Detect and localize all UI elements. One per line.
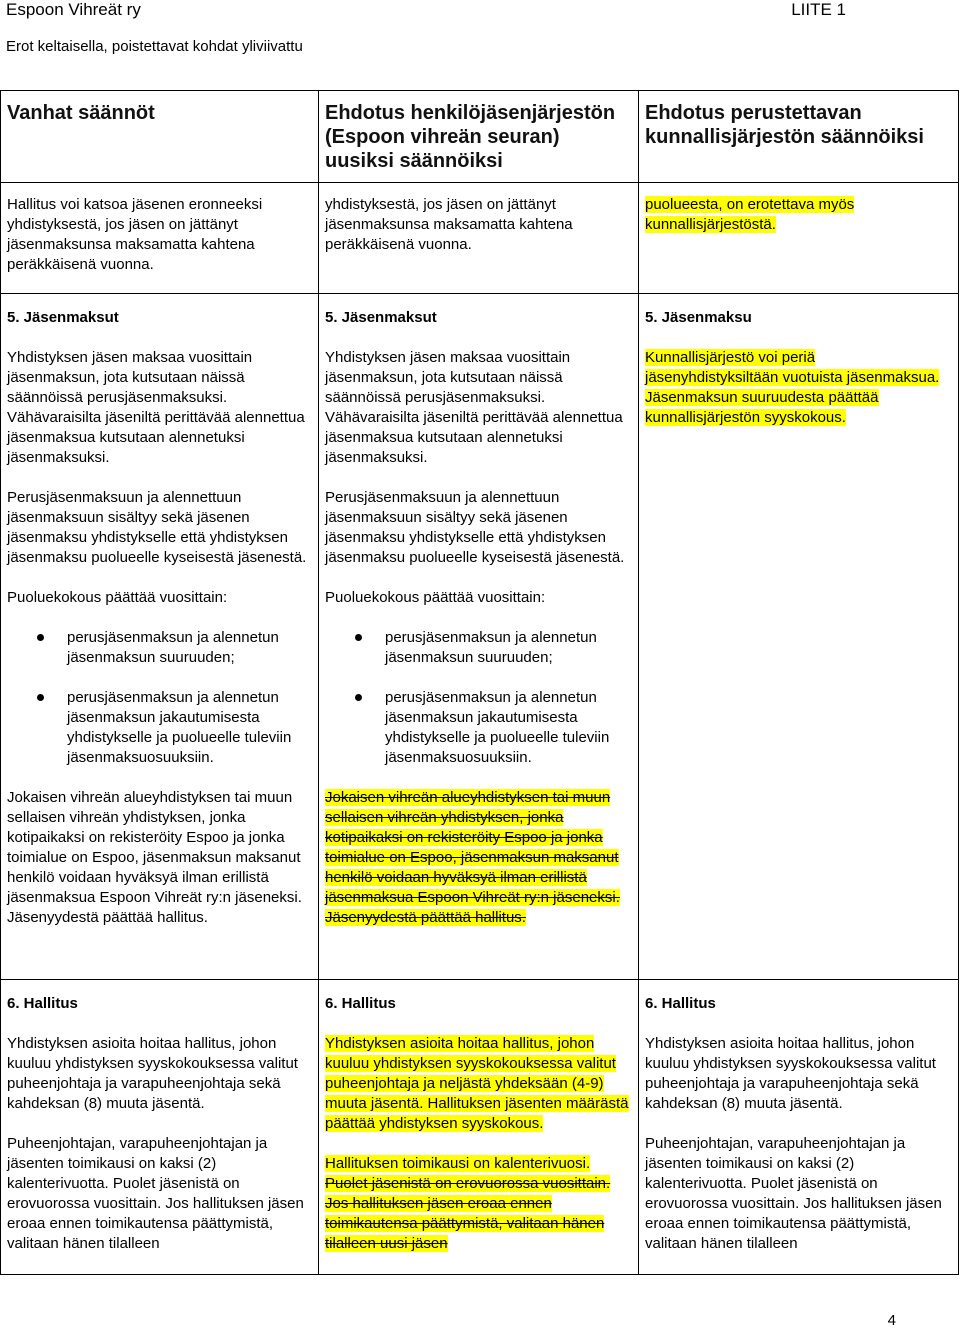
- column-header-municipal: Ehdotus perustettavan kunnallisjärjestön säännöiksi: [639, 91, 959, 183]
- paragraph: Yhdistyksen asioita hoitaa hallitus, johon kuuluu yhdistyksen syyskokouksessa valitut puheenjohtaja ja varapuheenjohtaja sekä kahdeksan (8) muuta jäsentä.: [7, 1035, 298, 1112]
- paragraph: Puheenjohtajan, varapuheenjohtajan ja jäsenten toimikausi on kaksi (2) kalenterivuotta. Puolet jäsenistä on erovuorossa vuosittain. Jos hallituksen jäsen eroaa ennen toimikautensa päättymistä, valitaan hänen tilalleen: [645, 1135, 942, 1252]
- paragraph: Puoluekokous päättää vuosittain:: [7, 589, 228, 606]
- comparison-table: [0, 90, 959, 1275]
- section-title: 5. Jäsenmaksut: [325, 309, 437, 326]
- list-item: perusjäsenmaksun ja alennetun jäsenmaksun jakautumisesta yhdistykselle ja puolueelle tuleviin jäsenmaksuosuuksiin.: [7, 688, 312, 768]
- table-row: [1, 183, 959, 294]
- table-row: [1, 980, 959, 1275]
- table-header-row: [1, 91, 959, 183]
- section-title: 5. Jäsenmaksu: [645, 309, 752, 326]
- paragraph: Yhdistyksen jäsen maksaa vuosittain jäsenmaksun, jota kutsutaan näissä säännöissä perusjäsenmaksuksi. Vähävaraisilta jäseniltä perittävää alennettua jäsenmaksua kutsutaan alennetuksi jäsenmaksuksi.: [7, 349, 305, 466]
- paragraph: Puheenjohtajan, varapuheenjohtajan ja jäsenten toimikausi on kaksi (2) kalenterivuotta. Puolet jäsenistä on erovuorossa vuosittain. Jos hallituksen jäsen eroaa ennen toimikautensa päättymistä, valitaan hänen tilalleen: [7, 1135, 304, 1252]
- municipal-continued-text: puolueesta, on erotettava myös kunnallisjärjestöstä.: [645, 196, 855, 233]
- document-subtitle: Erot keltaisella, poistettavat kohdat yliviivattu: [6, 38, 303, 55]
- attachment-label: LIITE 1: [791, 0, 846, 19]
- section-title: 6. Hallitus: [325, 995, 396, 1012]
- bullet-list: [7, 628, 312, 768]
- column-header-personal: Ehdotus henkilöjäsenjärjestön (Espoon vihreän seuran) uusiksi säännöiksi: [319, 91, 639, 183]
- paragraph: Yhdistyksen jäsen maksaa vuosittain jäsenmaksun, jota kutsutaan näissä säännöissä perusjäsenmaksuksi. Vähävaraisilta jäseniltä perittävää alennettua jäsenmaksua kutsutaan alennetuksi jäsenmaksuksi.: [325, 349, 623, 466]
- list-item: perusjäsenmaksun ja alennetun jäsenmaksun suuruuden;: [7, 628, 312, 668]
- paragraph: Perusjäsenmaksuun ja alennettuun jäsenmaksuun sisältyy sekä jäsenen jäsenmaksu yhdistykselle että yhdistyksen jäsenmaksu puolueelle kyseisestä jäsenestä.: [325, 489, 625, 566]
- struck-paragraph: Jokaisen vihreän alueyhdistyksen tai muun sellaisen vihreän yhdistyksen, jonka kotipaikaksi on rekisteröity Espoo ja jonka toimialue on Espoo, jäsenmaksun maksanut henkilö voidaan hyväksyä ilman erillistä jäsenmaksua Espoon Vihreät ry:n jäseneksi. Jäsenyydestä päättää hallitus.: [325, 789, 620, 926]
- highlighted-paragraph: Kunnallisjärjestö voi periä jäsenyhdistyksiltään vuotuista jäsenmaksua. Jäsenmaksun suuruudesta päättää kunnallisjärjestön syyskokous.: [645, 349, 940, 426]
- column-header-old: Vanhat säännöt: [1, 91, 319, 183]
- highlighted-paragraph: Yhdistyksen asioita hoitaa hallitus, johon kuuluu yhdistyksen syyskokouksessa valitut puheenjohtaja ja neljästä yhdeksään (4-9) muuta jäsentä. Hallituksen jäsenten määrästä päättää yhdistyksen syyskokous.: [325, 1035, 629, 1132]
- page-number: 4: [887, 1312, 896, 1329]
- bullet-list: [325, 628, 632, 768]
- section-title: 6. Hallitus: [645, 995, 716, 1012]
- old-continued-text: Hallitus voi katsoa jäsenen eronneeksi yhdistyksestä, jos jäsen on jättänyt jäsenmaksunsa maksamatta kahtena peräkkäisenä vuonna.: [7, 196, 263, 273]
- paragraph: Yhdistyksen asioita hoitaa hallitus, johon kuuluu yhdistyksen syyskokouksessa valitut puheenjohtaja ja varapuheenjohtaja sekä kahdeksan (8) muuta jäsentä.: [645, 1035, 936, 1112]
- list-item: perusjäsenmaksun ja alennetun jäsenmaksun jakautumisesta yhdistykselle ja puolueelle tuleviin jäsenmaksuosuuksiin.: [325, 688, 632, 768]
- org-name: Espoon Vihreät ry: [6, 0, 141, 19]
- paragraph: Jokaisen vihreän alueyhdistyksen tai muun sellaisen vihreän yhdistyksen, jonka kotipaikaksi on rekisteröity Espoo ja jonka toimialue on Espoo, jäsenmaksun maksanut henkilö voidaan hyväksyä ilman erillistä jäsenmaksua Espoon Vihreät ry:n jäseneksi. Jäsenyydestä päättää hallitus.: [7, 789, 302, 926]
- list-item: perusjäsenmaksun ja alennetun jäsenmaksun suuruuden;: [325, 628, 632, 668]
- section-title: 5. Jäsenmaksut: [7, 309, 119, 326]
- section-title: 6. Hallitus: [7, 995, 78, 1012]
- table-row: [1, 294, 959, 980]
- struck-text: Puolet jäsenistä on erovuorossa vuosittain. Jos hallituksen jäsen eroaa ennen toimikautensa päättymistä, valitaan hänen tilalleen uusi jäsen: [325, 1175, 611, 1252]
- paragraph: Puoluekokous päättää vuosittain:: [325, 589, 546, 606]
- paragraph: Perusjäsenmaksuun ja alennettuun jäsenmaksuun sisältyy sekä jäsenen jäsenmaksu yhdistykselle että yhdistyksen jäsenmaksu puolueelle kyseisestä jäsenestä.: [7, 489, 307, 566]
- personal-continued-text: yhdistyksestä, jos jäsen on jättänyt jäsenmaksunsa maksamatta kahtena peräkkäisenä vuonna.: [325, 196, 573, 253]
- highlighted-text: Hallituksen toimikausi on kalenterivuosi.: [325, 1155, 591, 1172]
